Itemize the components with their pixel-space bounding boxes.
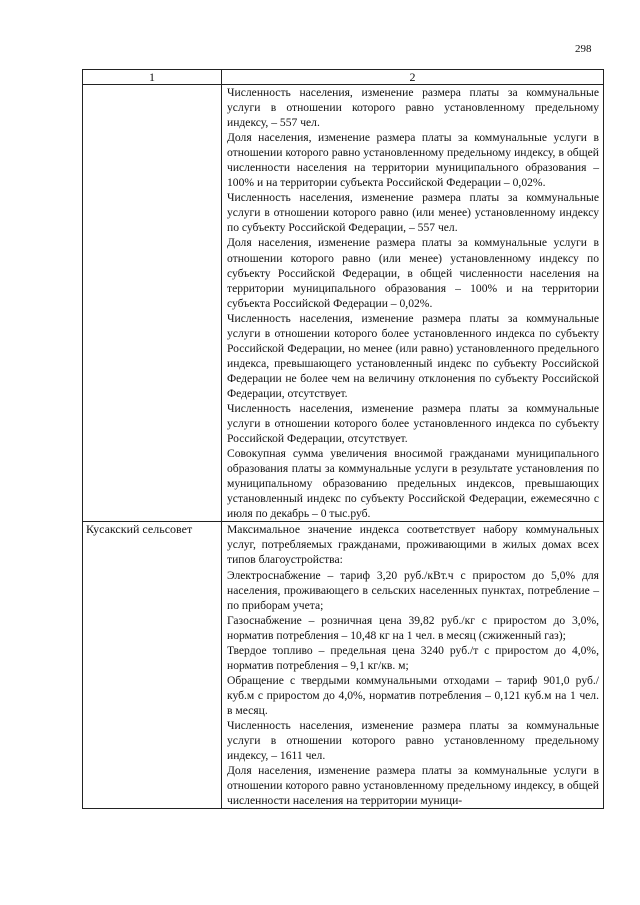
paragraph: Доля населения, изменение размера платы за коммунальные услуги в отношении которого равно установленному предельному индексу, в общей численности населения на территории муниципального образования – 100% и на территории субъекта Российской Федерации – 0,02%. — [227, 131, 599, 190]
table-row — [83, 522, 604, 809]
paragraph: Численность населения, изменение размера платы за коммунальные услуги в отношении которого более установленного индекса по субъекту Российской Федерации, отсутствует. — [227, 401, 599, 446]
paragraph: Доля населения, изменение размера платы за коммунальные услуги в отношении которого равно (или менее) установленному индексу по субъекту Российской Федерации, в общей численности населения на территории муниципального образования – 100% и на территории субъекта Российской Федерации – 0,02%. — [227, 236, 599, 310]
paragraph: Доля населения, изменение размера платы за коммунальные услуги в отношении которого равно установленному предельному индексу, в общей численности населения на территории муници- — [227, 764, 599, 808]
paragraph: Численность населения, изменение размера платы за коммунальные услуги в отношении которого более установленного индекса по субъекту Российской Федерации, но менее (или равно) установленного предельного индекса, превышающего установленный индекс по субъекту Российской Федерации не более чем на величину отклонения по субъекту Российской Федерации, отсутствует. — [227, 311, 599, 400]
paragraph: Твердое топливо – предельная цена 3240 руб./т с приростом до 4,0%, норматив потребления – 9,1 кг/кв. м; — [227, 643, 599, 672]
paragraph: Численность населения, изменение размера платы за коммунальные услуги в отношении которого равно установленному предельному индексу, – 1611 чел. — [227, 718, 599, 763]
header-row — [83, 70, 604, 85]
page-number: 298 — [575, 43, 592, 55]
indices-table — [82, 69, 604, 809]
header-col-2: 2 — [222, 70, 604, 85]
row-description — [222, 522, 604, 809]
paragraph: Совокупная сумма увеличения вносимой гражданами муниципального образования платы за коммунальные услуги в результате установления по муниципальному образованию предельных индексов, превышающих установленный индекс по субъекту Российской Федерации, ежемесячно с июля по декабрь – 0 тыс.руб. — [227, 447, 599, 521]
row-description — [222, 85, 604, 522]
municipality-name — [83, 85, 222, 522]
paragraph: Максимальное значение индекса соответствует набору коммунальных услуг, потребляемых гражданами, проживающими в жилых домах всех типов благоустройства: — [227, 523, 599, 567]
paragraph: Численность населения, изменение размера платы за коммунальные услуги в отношении которого равно (или менее) установленному индексу по субъекту Российской Федерации, – 557 чел. — [227, 191, 599, 235]
municipality-name: Кусакский сельсовет — [83, 522, 222, 809]
paragraph: Обращение с твердыми коммунальными отходами – тариф 901,0 руб./куб.м с приростом до 4,0%, норматив потребления – 0,121 куб.м на 1 чел. в месяц. — [227, 673, 599, 717]
table-row — [83, 85, 604, 522]
paragraph: Газоснабжение – розничная цена 39,82 руб./кг с приростом до 3,0%, норматив потребления – 10,48 кг на 1 чел. в месяц (сжиженный газ); — [227, 613, 599, 642]
paragraph: Численность населения, изменение размера платы за коммунальные услуги в отношении которого равно установленному предельному индексу, – 557 чел. — [227, 86, 599, 130]
paragraph: Электроснабжение – тариф 3,20 руб./кВт.ч с приростом до 5,0% для населения, проживающего в сельских населенных пунктах, потребление – по приборам учета; — [227, 568, 599, 612]
header-col-1: 1 — [83, 70, 222, 85]
